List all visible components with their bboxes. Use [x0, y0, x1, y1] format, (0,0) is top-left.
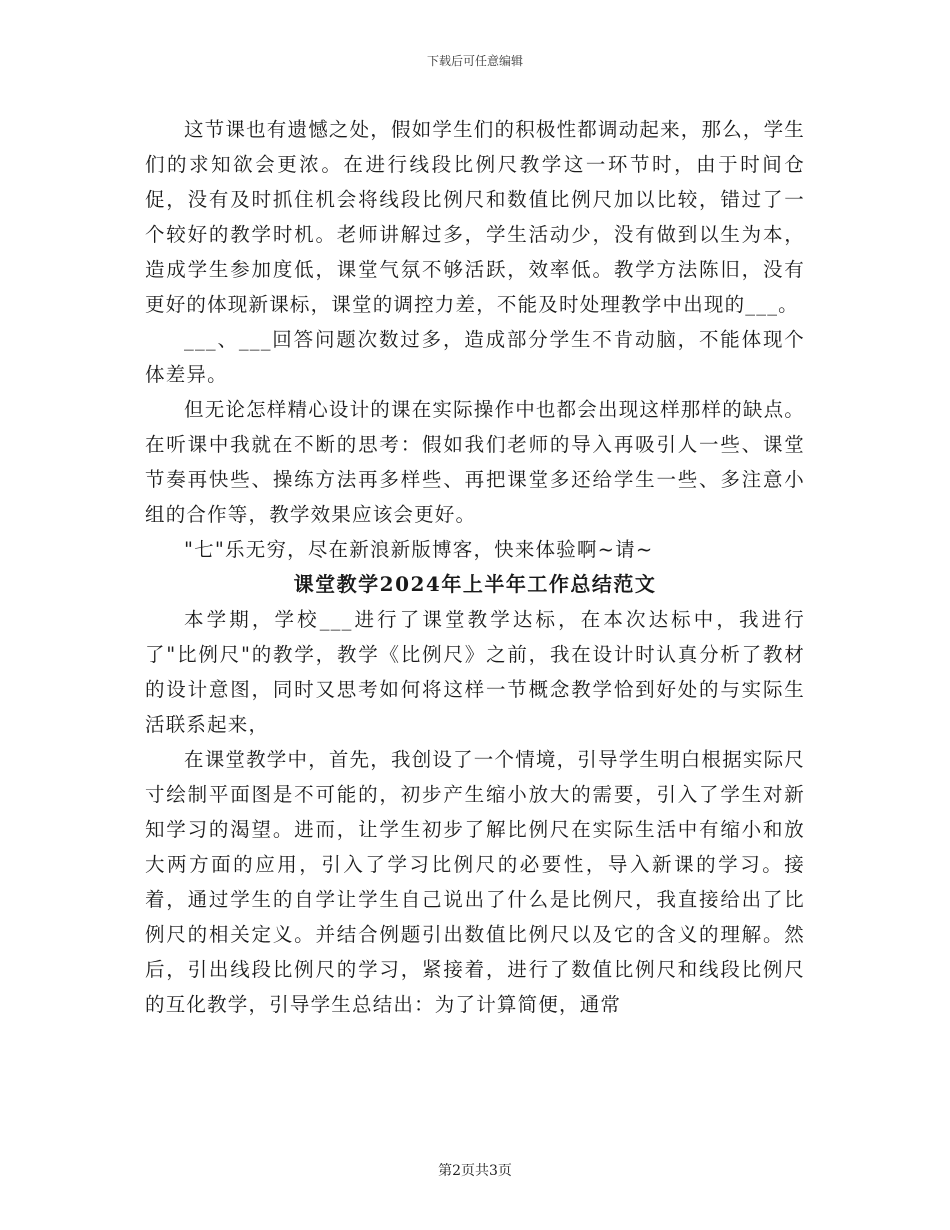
paragraph: "七"乐无穷，尽在新浪新版博客，快来体验啊~请~ [184, 538, 654, 561]
paragraph: 这节课也有遗憾之处，假如学生们的积极性都调动起来，那么，学生们的求知欲会更浓。在进行线段比例尺教学这一环节时，由于时间仓促，没有及时抓住机会将线段比例尺和数值比例尺加以比较，错过了一个较好的教学时机。老师讲解过多，学生活动少，没有做到以生为本，造成学生参加度低，课堂气氛不够活跃，效率低。教学方法陈旧，没有更好的体现新课标，课堂的调控力差，不能及时处理教学中出现的___。 [145, 118, 806, 316]
paragraph: 但无论怎样精心设计的课在实际操作中也都会出现这样那样的缺点。在听课中我就在不断的思考：假如我们老师的导入再吸引人一些、课堂节奏再快些、操练方法再多样些、再把课堂多还给学生一些、多注意小组的合作等，教学效果应该会更好。 [145, 398, 806, 526]
paragraph: 本学期，学校___进行了课堂教学达标，在本次达标中，我进行了"比例尺"的教学，教学《比例尺》之前，我在设计时认真分析了教材的设计意图，同时又思考如何将这样一节概念教学恰到好处的与实际生活联系起来， [145, 608, 805, 736]
document-body [145, 112, 805, 1022]
section-title: 课堂教学2024年上半年工作总结范文 [293, 572, 657, 596]
page-footer: 第2页共3页 [438, 1163, 512, 1179]
paragraph: 在课堂教学中，首先，我创设了一个情境，引导学生明白根据实际尺寸绘制平面图是不可能的，初步产生缩小放大的需要，引入了学生对新知学习的渴望。进而，让学生初步了解比例尺在实际生活中有缩小和放大两方面的应用，引入了学习比例尺的必要性，导入新课的学习。接着，通过学生的自学让学生自己说出了什么是比例尺，我直接给出了比例尺的相关定义。并结合例题引出数值比例尺以及它的含义的理解。然后，引出线段比例尺的学习，紧接着，进行了数值比例尺和线段比例尺的互化教学，引导学生总结出：为了计算简便，通常 [145, 748, 806, 1016]
page-header: 下载后可任意编辑 [426, 54, 523, 68]
paragraph: ___、___回答问题次数过多，造成部分学生不肯动脑，不能体现个体差异。 [145, 328, 805, 386]
